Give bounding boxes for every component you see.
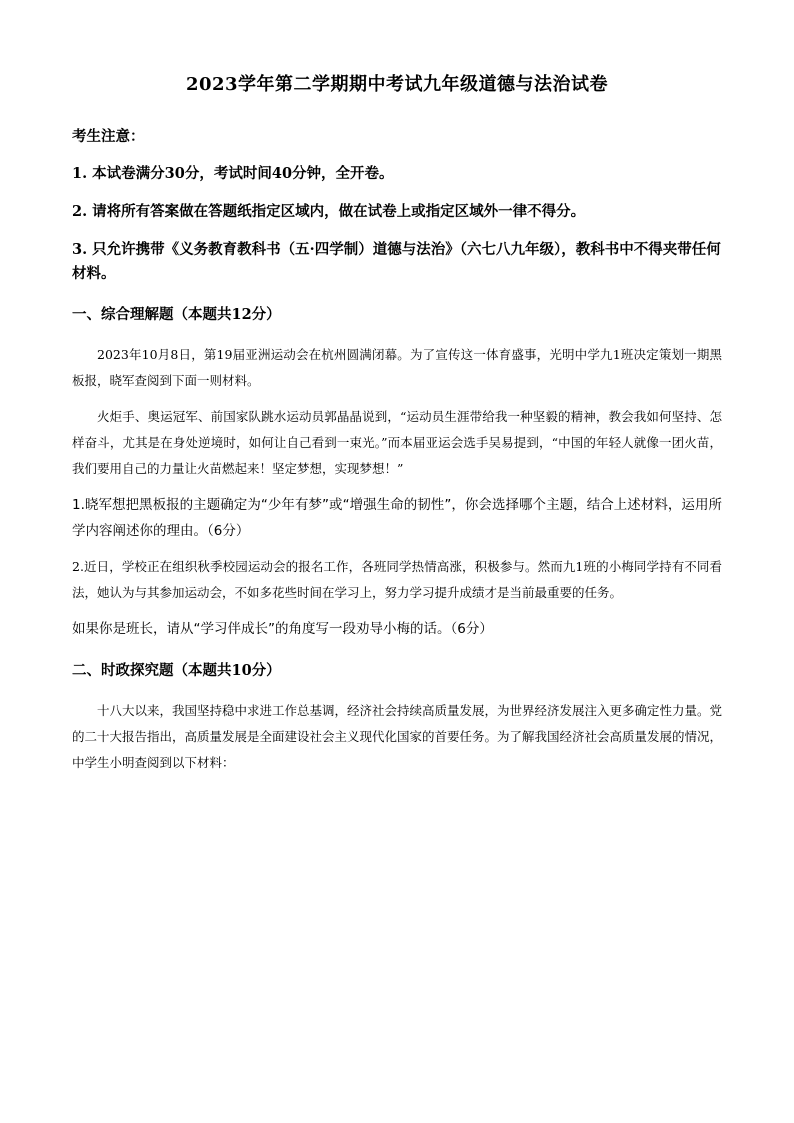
section-heading-2: 二、时政探究题（本题共10分） xyxy=(72,662,281,679)
section-heading-1: 一、综合理解题（本题共12分） xyxy=(72,306,281,323)
notice-item: 2. 请将所有答案做在答题纸指定区域内，做在试卷上或指定区域外一律不得分。 xyxy=(72,203,586,220)
material-paragraph: 十八大以来，我国坚持稳中求进工作总基调，经济社会持续高质量发展，为世界经济发展注入更多确定性力量。党的二十大报告指出，高质量发展是全面建设社会主义现代化国家的首要任务。为了解我国经济社会高质量发展的情况，中学生小明查阅到以下材料： xyxy=(72,703,723,770)
material-paragraph: 2023年10月8日，第19届亚洲运动会在杭州圆满闭幕。为了宣传这一体育盛事，光明中学九1班决定策划一期黑板报，晓军查阅到下面一则材料。 xyxy=(72,347,722,388)
question-2-prompt: 如果你是班长，请从“学习伴成长”的角度写一段劝导小梅的话。（6分） xyxy=(72,621,493,637)
notice-heading: 考生注意： xyxy=(72,128,145,145)
material-paragraph: 火炬手、奥运冠军、前国家队跳水运动员郭晶晶说到，“运动员生涯带给我一种坚毅的精神，教会我如何坚持、怎样奋斗，尤其是在身处逆境时，如何让自己看到一束光。”而本届亚运会选手吴易提到，“中国的年轻人就像一团火苗，我们要用自己的力量让火苗燃起来！坚定梦想，实现梦想！” xyxy=(72,409,722,476)
question-2: 2.近日，学校正在组织秋季校园运动会的报名工作，各班同学热情高涨，积极参与。然而九1班的小梅同学持有不同看法，她认为与其参加运动会，不如多花些时间在学习上，努力学习提升成绩才是当前最重要的任务。 xyxy=(72,559,722,600)
question-1: 1.晓军想把黑板报的主题确定为“少年有梦”或“增强生命的韧性”，你会选择哪个主题，结合上述材料，运用所学内容阐述你的理由。（6分） xyxy=(72,497,722,539)
exam-title: 2023学年第二学期期中考试九年级道德与法治试卷 xyxy=(185,74,609,95)
notice-item: 1. 本试卷满分30分，考试时间40分钟，全开卷。 xyxy=(72,165,394,182)
notice-item: 3. 只允许携带《义务教育教科书（五·四学制）道德与法治》（六七八九年级），教科书中不得夹带任何材料。 xyxy=(72,241,721,282)
